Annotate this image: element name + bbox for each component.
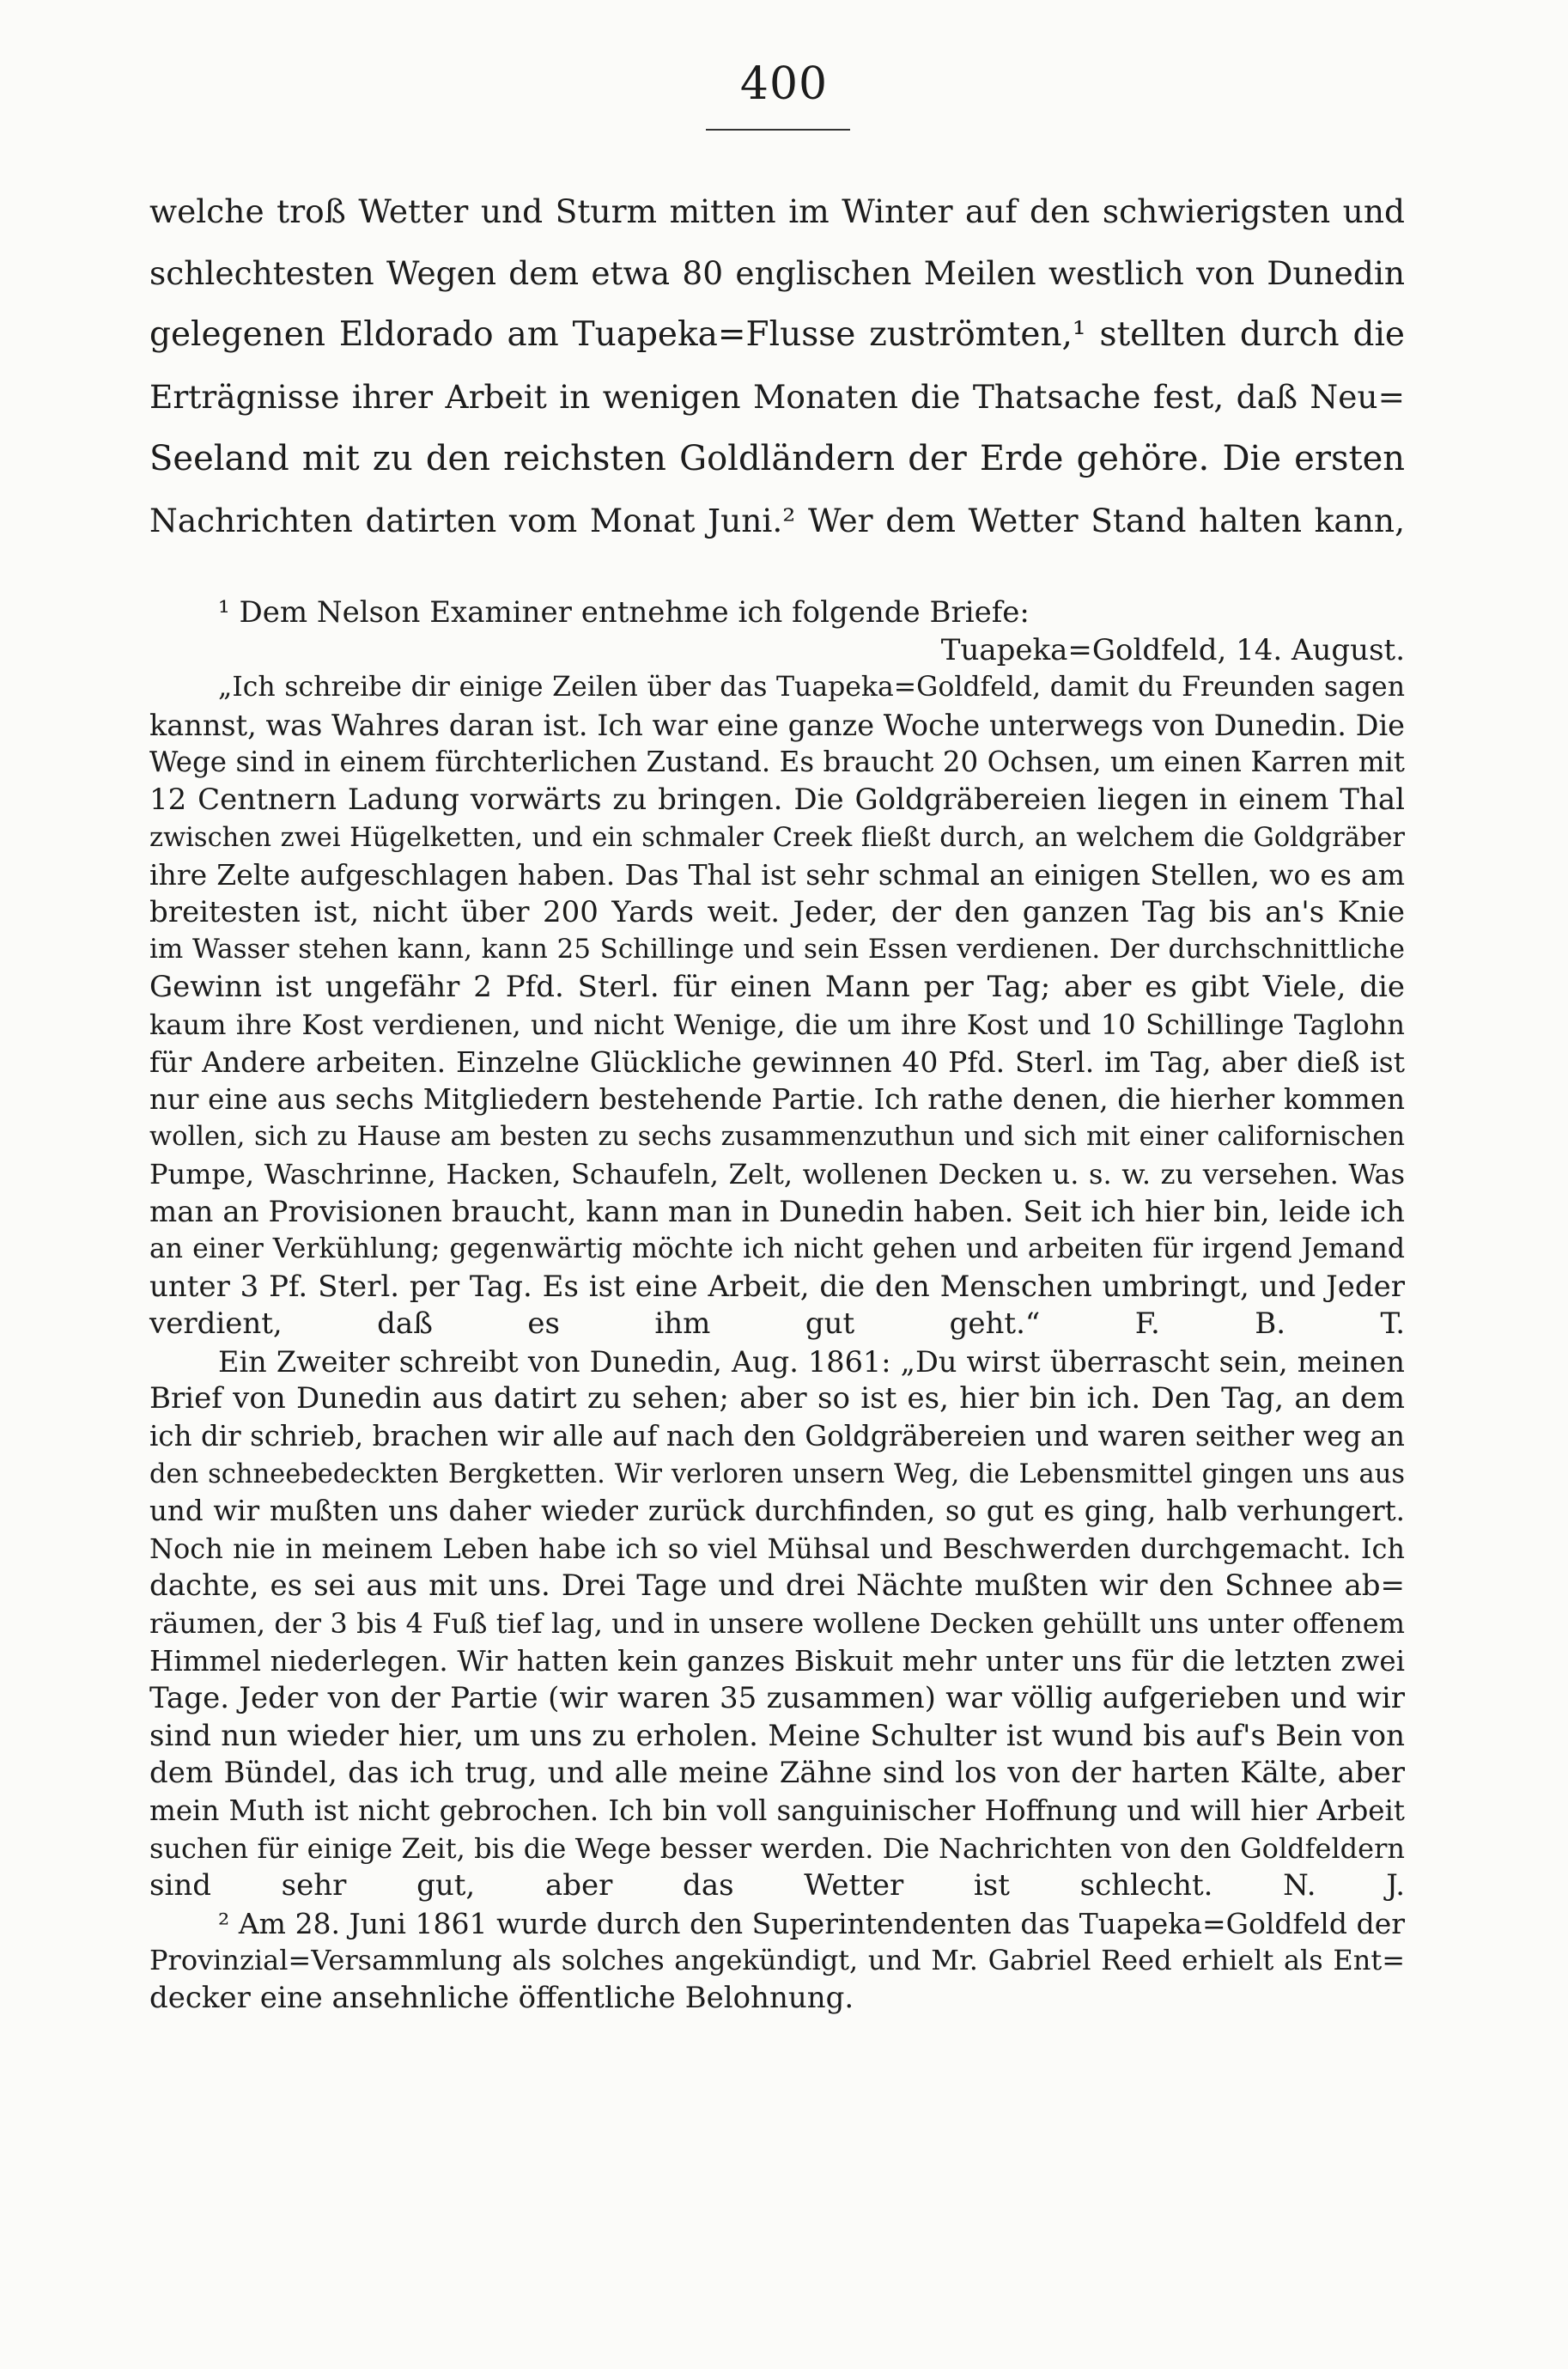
footnote-line: kaum ihre Kost verdienen, und nicht Wenige, die um ihre Kost und 10 Schillinge Taglohn bbox=[149, 1008, 1405, 1041]
footnote-line: Wege sind in einem fürchterlichen Zustand. Es braucht 20 Ochsen, um einen Karren mit bbox=[149, 746, 1405, 779]
footnote-2-line: Provinzial=Versammlung als solches angekündigt, und Mr. Gabriel Reed erhielt als Ent= bbox=[149, 1944, 1405, 1977]
footnote-line: Himmel niederlegen. Wir hatten kein ganzes Biskuit mehr unter uns für die letzten zwei bbox=[149, 1644, 1405, 1678]
footnote-line: nur eine aus sechs Mitgliedern bestehende Partie. Ich rathe denen, die hierher kommen bbox=[149, 1082, 1405, 1116]
footnote-line: den schneebedeckten Bergketten. Wir verloren unsern Weg, die Lebensmittel gingen uns aus bbox=[149, 1459, 1405, 1489]
page-number-rule bbox=[706, 129, 850, 131]
footnote-line: unter 3 Pf. Sterl. per Tag. Es ist eine Arbeit, die den Menschen umbringt, und Jeder bbox=[149, 1269, 1405, 1304]
footnote-line-signed: sind sehr gut, aber das Wetter ist schlecht. N. J. bbox=[149, 1868, 1405, 1903]
text-line: Nachrichten datirten vom Monat Juni.² Wer dem Wetter Stand halten kann, bbox=[149, 502, 1405, 539]
footnote-2-line: decker eine ansehnliche öffentliche Belohnung. bbox=[149, 1980, 854, 2015]
text-line: welche troß Wetter und Sturm mitten im Winter auf den schwierigsten und bbox=[149, 192, 1405, 230]
footnote-line: ich dir schrieb, brachen wir alle auf nach den Goldgräbereien und waren seither weg an bbox=[149, 1420, 1405, 1453]
text-line: Erträgnisse ihrer Arbeit in wenigen Monaten die Thatsache fest, daß Neu= bbox=[149, 378, 1405, 416]
footnote-line: im Wasser stehen kann, kann 25 Schillinge und sein Essen verdienen. Der durchschnittliche bbox=[149, 934, 1405, 965]
footnote-line: Pumpe, Waschrinne, Hacken, Schaufeln, Zelt, wollenen Decken u. s. w. zu versehen. Was bbox=[149, 1157, 1405, 1191]
footnote-line: für Andere arbeiten. Einzelne Glückliche gewinnen 40 Pfd. Sterl. im Tag, aber dieß ist bbox=[149, 1045, 1405, 1080]
text-line: Seeland mit zu den reichsten Goldländern der Erde gehöre. Die ersten bbox=[149, 439, 1405, 478]
footnote-line: sind nun wieder hier, um uns zu erholen. Meine Schulter ist wund bis auf's Bein von bbox=[149, 1718, 1405, 1753]
footnote-line: „Ich schreibe dir einige Zeilen über das Tuapeka=Goldfeld, damit du Freunden sagen bbox=[218, 672, 1405, 703]
main-text bbox=[149, 180, 1405, 551]
footnote-line: dachte, es sei aus mit uns. Drei Tage und drei Nächte mußten wir den Schnee ab= bbox=[149, 1568, 1405, 1604]
footnote-line: ihre Zelte aufgeschlagen haben. Das Thal ist sehr schmal an einigen Stellen, wo es am bbox=[149, 858, 1405, 892]
footnote-line: dem Bündel, das ich trug, und alle meine Zähne sind los von der harten Kälte, aber bbox=[149, 1756, 1405, 1791]
footnote-line: an einer Verkühlung; gegenwärtig möchte ich nicht gehen und arbeiten für irgend Jemand bbox=[149, 1233, 1405, 1265]
footnote-line: Noch nie in meinem Leben habe ich so viel Mühsal und Beschwerden durchgemacht. Ich bbox=[149, 1532, 1405, 1565]
footnote-line: Ein Zweiter schreibt von Dunedin, Aug. 1861: „Du wirst überrascht sein, meinen bbox=[218, 1344, 1405, 1379]
footnote-line: 12 Centnern Ladung vorwärts zu bringen. Die Goldgräbereien liegen in einem Thal bbox=[149, 782, 1405, 817]
page-number: 400 bbox=[739, 58, 829, 110]
footnote-line: Gewinn ist ungefähr 2 Pfd. Sterl. für einen Mann per Tag; aber es gibt Viele, die bbox=[149, 969, 1405, 1004]
footnote-line: räumen, der 3 bis 4 Fuß tief lag, und in unsere wollene Decken gehüllt uns unter offenem bbox=[149, 1607, 1405, 1641]
footnote-line: wollen, sich zu Hause am besten zu sechs zusammenzuthun und sich mit einer californischen bbox=[149, 1122, 1405, 1153]
footnote-line: breitesten ist, nicht über 200 Yards weit. Jeder, der den ganzen Tag bis an's Knie bbox=[149, 894, 1405, 929]
footnotes bbox=[149, 594, 1405, 2018]
footnote-line: Tage. Jeder von der Partie (wir waren 35 zusammen) war völlig aufgerieben und wir bbox=[149, 1681, 1405, 1716]
footnote-line: man an Provisionen braucht, kann man in Dunedin haben. Seit ich hier bin, leide ich bbox=[149, 1194, 1405, 1229]
text-line: schlechtesten Wegen dem etwa 80 englischen Meilen westlich von Dunedin bbox=[149, 254, 1405, 292]
letter-dateline: Tuapeka=Goldfeld, 14. August. bbox=[940, 632, 1405, 667]
footnote-line: suchen für einige Zeit, bis die Wege besser werden. Die Nachrichten von den Goldfeldern bbox=[149, 1831, 1405, 1865]
footnote-line: Brief von Dunedin aus datirt zu sehen; aber so ist es, hier bin ich. Den Tag, an dem bbox=[149, 1381, 1405, 1416]
footnote-2-line: ² Am 28. Juni 1861 wurde durch den Superintendenten das Tuapeka=Goldfeld der bbox=[218, 1906, 1405, 1940]
footnote-line: kannst, was Wahres daran ist. Ich war eine ganze Woche unterwegs von Dunedin. Die bbox=[149, 708, 1405, 742]
footnote-line: mein Muth ist nicht gebrochen. Ich bin voll sanguinischer Hoffnung und will hier Arbeit bbox=[149, 1794, 1405, 1827]
footnote-line: und wir mußten uns daher wieder zurück durchfinden, so gut es ging, halb verhungert. bbox=[149, 1495, 1405, 1528]
text-line: gelegenen Eldorado am Tuapeka=Flusse zuströmten,¹ stellten durch die bbox=[149, 315, 1405, 354]
footnote-line-signed: verdient, daß es ihm gut geht.“ F. B. T. bbox=[149, 1306, 1405, 1342]
footnote-line: zwischen zwei Hügelketten, und ein schmaler Creek fließt durch, an welchem die Goldgräber bbox=[149, 822, 1405, 853]
footnote-1-intro: ¹ Dem Nelson Examiner entnehme ich folgende Briefe: bbox=[218, 595, 1030, 630]
